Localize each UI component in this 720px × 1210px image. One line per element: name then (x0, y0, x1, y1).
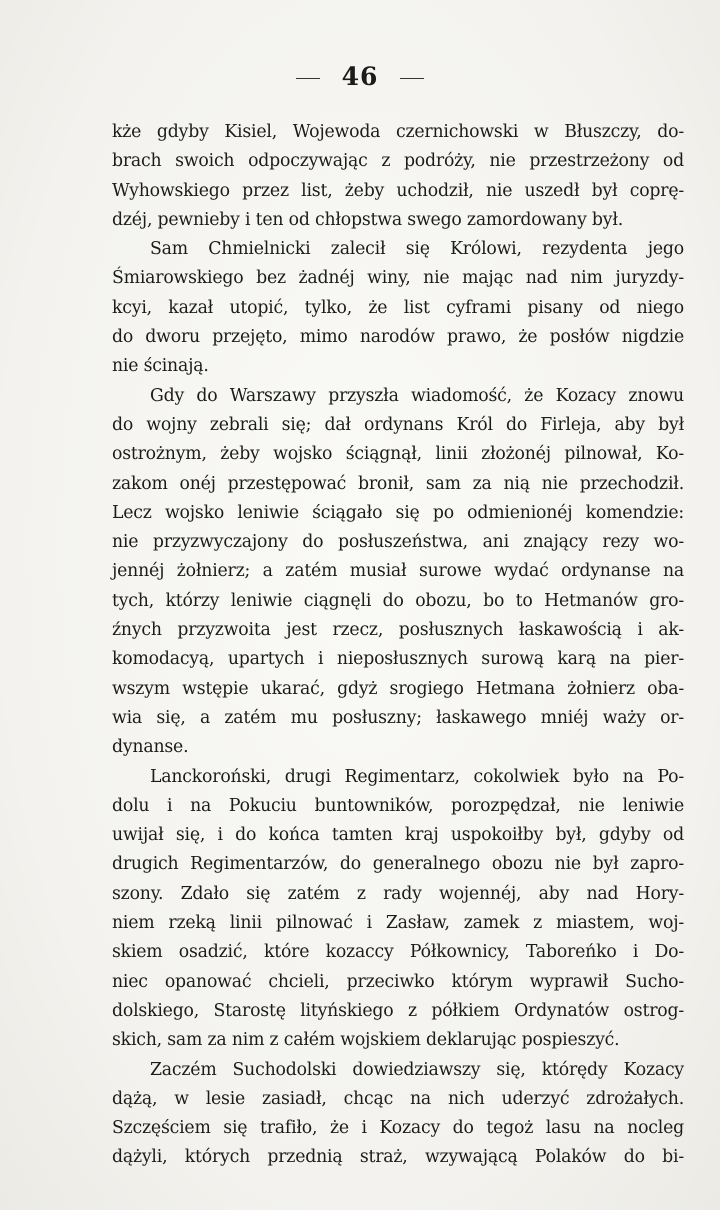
text-line: niec opanować chcieli, przeciwko którym wyprawił Sucho- (112, 971, 684, 992)
text-line: szony. Zdało się zatém z rady wojennéj, aby nad Hory- (112, 883, 684, 904)
text-line: jennéj żołnierz; a zatém musiał surowe wydać ordynanse na (112, 561, 684, 582)
header-dash-right (400, 78, 424, 79)
text-line: skich, sam za nim z całém wojskiem deklarując pospieszyć. (112, 1030, 620, 1051)
text-line: Lecz wojsko leniwie ściągało się po odmienionéj komendzie: (112, 502, 684, 523)
text-line: dynanse. (112, 737, 189, 758)
text-line: tych, którzy leniwie ciągnęli do obozu, bo to Hetmanów gro- (112, 590, 684, 611)
text-line: Zaczém Suchodolski dowiedziawszy się, którędy Kozacy (150, 1059, 684, 1080)
text-line: Szczęściem się trafiło, że i Kozacy do tegoż lasu na nocleg (112, 1118, 684, 1139)
text-line: dolskiego, Starostę lityńskiego z półkiem Ordynatów ostrog- (112, 1000, 684, 1021)
page-header (0, 62, 720, 91)
text-line: kcyi, kazał utopić, tylko, że list cyframi pisany od niego (112, 297, 684, 318)
text-line: nie przyzwyczajony do posłuszeństwa, ani znający rezy wo- (112, 532, 684, 553)
text-line: dążą, w lesie zasiadł, chcąc na nich uderzyć zdrożałych. (112, 1088, 684, 1109)
text-line: Lanckoroński, drugi Regimentarz, cokolwiek było na Po- (150, 766, 684, 787)
text-line: do wojny zebrali się; dał ordynans Król do Firleja, aby był (112, 414, 684, 435)
text-line: komodacyą, upartych i nieposłusznych surową karą na pier- (112, 649, 684, 670)
text-line: dzéj, pewnieby i ten od chłopstwa swego zamordowany był. (112, 209, 624, 230)
text-line: wszym wstępie ukarać, gdyż srogiego Hetmana żołnierz oba- (112, 678, 684, 699)
text-line: do dworu przejęto, mimo narodów prawo, że posłów nigdzie (112, 327, 684, 348)
header-dash-left (296, 78, 320, 79)
text-line: skiem osadzić, które kozaccy Półkownicy, Taboreńko i Do- (112, 942, 684, 963)
text-line: nie ścinają. (112, 356, 209, 377)
text-line: Gdy do Warszawy przyszła wiadomość, że Kozacy znowu (150, 385, 684, 406)
text-line: wia się, a zatém mu posłuszny; łaskawego mniéj waży or- (112, 707, 684, 728)
text-line: niem rzeką linii pilnować i Zasław, zamek z miastem, woj- (112, 913, 684, 934)
text-line: Sam Chmielnicki zalecił się Królowi, rezydenta jego (150, 239, 684, 260)
text-line: uwijał się, i do końca tamten kraj uspokoiłby był, gdyby od (112, 825, 684, 846)
text-line: źnych przyzwoita jest rzecz, posłusznych łaskawością i ak- (112, 620, 684, 641)
text-line: Wyhowskiego przez list, żeby uchodził, nie uszedł był coprę- (112, 180, 684, 201)
text-line: dolu i na Pokuciu buntowników, porozpędzał, nie leniwie (112, 795, 684, 816)
text-line: kże gdyby Kisiel, Wojewoda czernichowski w Błuszczy, do- (112, 122, 684, 142)
text-line: drugich Regimentarzów, do generalnego obozu nie był zapro- (112, 854, 684, 875)
text-line: zakom onéj przestępować bronił, sam za nią nie przechodził. (112, 473, 684, 494)
page-number: 46 (341, 62, 379, 91)
text-line: brach swoich odpoczywając z podróży, nie przestrzeżony od (112, 151, 684, 172)
body-text (112, 118, 684, 1173)
text-line: Śmiarowskiego bez żadnéj winy, nie mając nad nim juryzdy- (112, 268, 684, 289)
text-line: dążyli, których przednią straż, wzywającą Polaków do bi- (112, 1147, 684, 1168)
text-line: ostrożnym, żeby wojsko ściągnął, linii złożonéj pilnował, Ko- (112, 444, 684, 465)
